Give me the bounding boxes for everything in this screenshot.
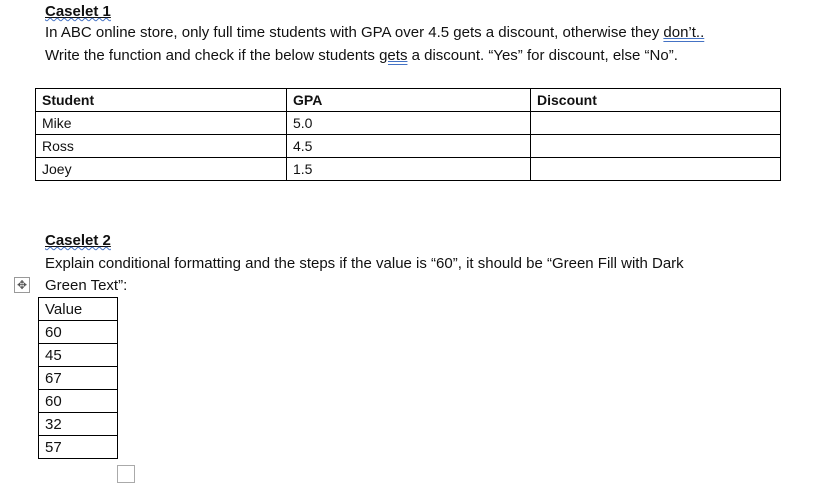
cell-gpa[interactable]: 5.0 [287,112,531,135]
table-row [39,413,118,436]
caselet2-title [45,232,111,249]
caselet1-line2-a: Write the function and check if the below students [45,47,380,64]
caselet2-title-text: Caselet 2 [45,232,111,249]
table-header-row [36,89,781,112]
cell-value[interactable]: 60 [39,321,118,344]
cell-value[interactable]: 67 [39,367,118,390]
caselet2-line1: Explain conditional formatting and the steps if the value is “60”, it should be “Green Fill with Dark [45,255,684,272]
caselet1-title [45,3,111,20]
table-row [36,112,781,135]
header-gpa[interactable]: GPA [287,89,531,112]
cell-discount[interactable] [531,135,781,158]
table-row [36,158,781,181]
table-row [39,367,118,390]
discount-table [35,88,781,181]
caselet1-line2-b: a discount. “Yes” for discount, else “No”. [407,47,678,64]
cell-student[interactable]: Mike [36,112,287,135]
cell-value[interactable]: 45 [39,344,118,367]
cell-student[interactable]: Joey [36,158,287,181]
table-resize-icon[interactable] [117,465,135,483]
table-row [39,321,118,344]
table-row [39,344,118,367]
table-row [39,390,118,413]
table-header-row [39,298,118,321]
move-arrows-icon[interactable]: ✥ [14,277,30,293]
table-row [39,436,118,459]
caselet2-line2: Green Text”: [45,277,128,294]
caselet1-line1-end: don’t.. [663,24,705,41]
cell-student[interactable]: Ross [36,135,287,158]
caselet1-title-text: Caselet 1 [45,3,111,20]
header-discount[interactable]: Discount [531,89,781,112]
caselet1-line2-gets: gets [379,47,408,64]
header-student[interactable]: Student [36,89,287,112]
caselet1-line2 [45,45,678,67]
caselet1-line1-text: In ABC online store, only full time students with GPA over 4.5 gets a discount, otherwise they [45,24,664,41]
table-row [36,135,781,158]
cell-value[interactable]: 60 [39,390,118,413]
header-value[interactable]: Value [39,298,118,321]
cell-gpa[interactable]: 4.5 [287,135,531,158]
caselet1-line1 [45,22,704,44]
cell-discount[interactable] [531,158,781,181]
cell-value[interactable]: 57 [39,436,118,459]
value-table [38,297,118,459]
cell-value[interactable]: 32 [39,413,118,436]
cell-discount[interactable] [531,112,781,135]
cell-gpa[interactable]: 1.5 [287,158,531,181]
